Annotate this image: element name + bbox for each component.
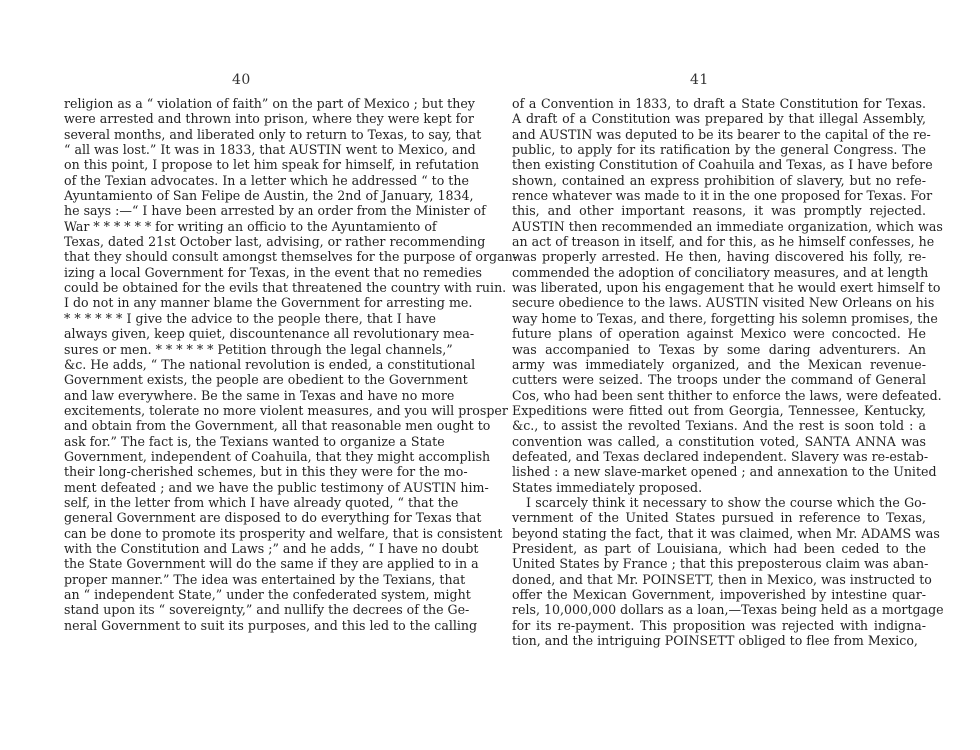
text-line: neral Government to suit its purposes, and this led to the calling xyxy=(64,617,478,633)
text-line: was accompanied to Texas by some daring adventurers. An xyxy=(512,341,926,357)
text-line: this, and other important reasons, it was promptly rejected. xyxy=(512,203,926,219)
text-line: of a Convention in 1833, to draft a State Constitution for Texas. xyxy=(512,96,926,111)
text-line: “ all was lost.” It was in 1833, that AUSTIN went to Mexico, and xyxy=(64,142,476,158)
text-line: ask for.” The fact is, the Texians wanted to organize a State xyxy=(64,433,445,449)
text-line: were arrested and thrown into prison, where they were kept for xyxy=(64,111,474,127)
text-line: army was immediately organized, and the Mexican revenue- xyxy=(512,356,926,372)
text-line: War * * * * * * for writing an officio to the Ayuntamiento of xyxy=(64,218,437,234)
text-line: future plans of operation against Mexico were concocted. He xyxy=(512,326,926,342)
text-line: several months, and liberated only to return to Texas, to say, that xyxy=(64,126,482,142)
text-line: an act of treason in itself, and for this, as he himself confesses, he xyxy=(512,234,935,250)
text-line: rels, 10,000,000 dollars as a loan,—Texas being held as a mortgage xyxy=(512,602,944,618)
text-line: of the Texian advocates. In a letter which he addressed “ to the xyxy=(64,172,469,188)
text-line: lished : a new slave-market opened ; and annexation to the United xyxy=(512,464,937,480)
text-line: was liberated, upon his engagement that he would exert himself to xyxy=(512,280,941,296)
text-line: the State Government will do the same if they are applied to in a xyxy=(64,556,479,572)
text-line: proper manner.” The idea was entertained by the Texians, that xyxy=(64,571,466,587)
text-line: Texas, dated 21st October last, advising, or rather recommending xyxy=(64,234,486,250)
text-line: tion, and the intriguing POINSETT obliged to flee from Mexico, xyxy=(512,633,918,649)
text-line: their long-cherished schemes, but in this they were for the mo- xyxy=(64,464,468,480)
text-line: an “ independent State,” under the confederated system, might xyxy=(64,587,471,602)
text-line: on this point, I propose to let him speak for himself, in refutation xyxy=(64,157,480,173)
text-line: religion as a “ violation of faith” on the part of Mexico ; but they xyxy=(64,96,475,111)
page-number: 40 xyxy=(232,72,251,88)
text-line: AUSTIN then recommended an immediate organization, which was xyxy=(512,218,943,234)
text-line: Cos, who had been sent thither to enforce the laws, were defeated. xyxy=(512,387,942,403)
text-line: offer the Mexican Government, impoverished by intestine quar- xyxy=(512,587,926,602)
text-line: vernment of the United States pursued in reference to Texas, xyxy=(512,510,926,526)
text-line: sures or men. * * * * * * Petition through the legal channels,” xyxy=(64,341,453,357)
text-line: secure obedience to the laws. AUSTIN visited New Orleans on his xyxy=(512,295,935,311)
text-line: excitements, tolerate no more violent measures, and you will prosper xyxy=(64,402,508,418)
text-line: defeated, and Texas declared independent. Slavery was re-estab- xyxy=(512,448,929,464)
text-line: self, in the letter from which I have already quoted, “ that the xyxy=(64,494,459,510)
text-line: way home to Texas, and there, forgetting his solemn promises, the xyxy=(512,310,938,326)
text-line: beyond stating the fact, that it was claimed, when Mr. ADAMS was xyxy=(512,525,940,541)
text-line: I do not in any manner blame the Government for arresting me. xyxy=(64,295,473,311)
text-line: convention was called, a constitution voted, SANTA ANNA was xyxy=(512,433,926,449)
text-line: &c., to assist the revolted Texians. And the rest is soon told : a xyxy=(512,418,926,434)
text-line: commended the adoption of conciliatory measures, and at length xyxy=(512,264,929,280)
page-text xyxy=(64,96,517,633)
page-text xyxy=(512,96,944,649)
text-line: public, to apply for its ratification by the general Congress. The xyxy=(512,142,926,158)
text-line: izing a local Government for Texas, in the event that no remedies xyxy=(64,264,482,280)
text-line: with the Constitution and Laws ;” and he adds, “ I have no doubt xyxy=(64,540,479,556)
text-line: and AUSTIN was deputed to be its bearer to the capital of the re- xyxy=(512,126,931,142)
text-line: he says :—“ I have been arrested by an order from the Minister of xyxy=(64,203,486,219)
text-line: doned, and that Mr. POINSETT, then in Mexico, was instructed to xyxy=(512,571,932,587)
text-line: I scarcely think it necessary to show the course which the Go- xyxy=(526,494,926,510)
text-line: could be obtained for the evils that threatened the country with ruin. xyxy=(64,280,507,296)
text-line: for its re-payment. This proposition was rejected with indigna- xyxy=(512,617,926,633)
text-line: and obtain from the Government, all that reasonable men ought to xyxy=(64,418,491,434)
text-line: Ayuntamiento of San Felipe de Austin, the 2nd of January, 1834, xyxy=(64,188,474,204)
text-line: always given, keep quiet, discountenance all revolutionary mea- xyxy=(64,326,475,342)
text-line: was properly arrested. He then, having discovered his folly, re- xyxy=(512,249,926,265)
text-line: shown, contained an express prohibition of slavery, but no refe- xyxy=(512,172,926,188)
text-line: A draft of a Constitution was prepared by that illegal Assembly, xyxy=(512,111,926,127)
text-line: that they should consult amongst themselves for the purpose of organ- xyxy=(64,249,517,265)
text-line: Expeditions were fitted out from Georgia, Tennessee, Kentucky, xyxy=(512,402,926,418)
text-line: rence whatever was made to it in the one proposed for Texas. For xyxy=(512,188,933,204)
text-line: United States by France ; that this preposterous claim was aban- xyxy=(512,556,929,572)
text-line: general Government are disposed to do everything for Texas that xyxy=(64,510,482,526)
right-page xyxy=(490,0,980,750)
text-line: then existing Constitution of Coahuila and Texas, as I have before xyxy=(512,157,933,173)
text-line: and law everywhere. Be the same in Texas and have no more xyxy=(64,387,455,403)
text-line: Government exists, the people are obedient to the Government xyxy=(64,372,468,388)
text-line: can be done to promote its prosperity and welfare, that is consistent xyxy=(64,525,503,541)
text-line: * * * * * * I give the advice to the people there, that I have xyxy=(64,310,436,326)
text-line: President, as part of Louisiana, which had been ceded to the xyxy=(512,540,926,556)
text-line: cutters were seized. The troops under the command of General xyxy=(512,372,926,388)
page-number: 41 xyxy=(690,72,709,88)
text-line: States immediately proposed. xyxy=(512,479,703,495)
text-line: &c. He adds, “ The national revolution is ended, a constitutional xyxy=(64,356,476,372)
text-line: Government, independent of Coahuila, that they might accomplish xyxy=(64,448,491,464)
text-line: ment defeated ; and we have the public testimony of AUSTIN him- xyxy=(64,479,489,495)
text-line: stand upon its “ sovereignty,” and nullify the decrees of the Ge- xyxy=(64,602,470,618)
